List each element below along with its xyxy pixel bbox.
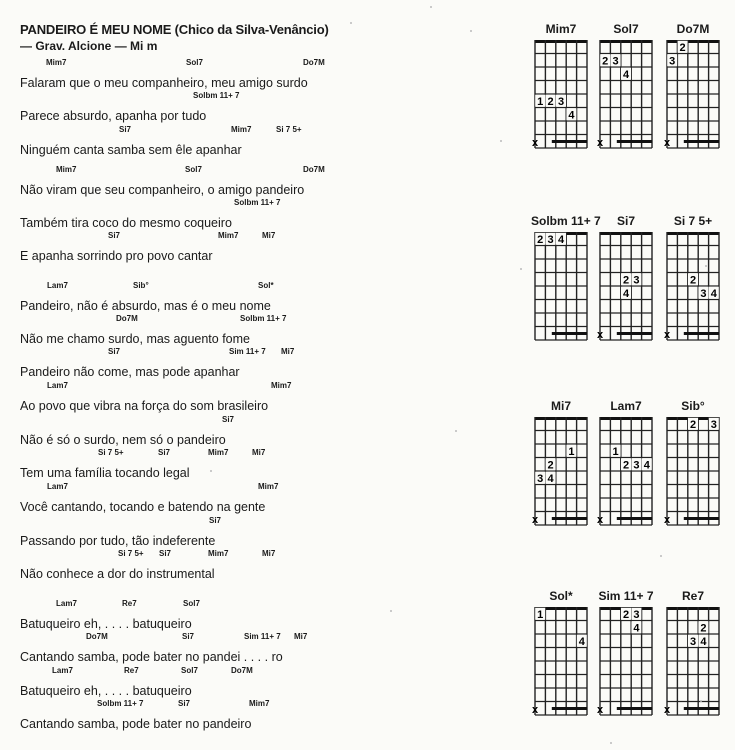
finger-number: 4	[557, 233, 565, 246]
chord-label: Do7M	[303, 165, 325, 174]
chord-diagram	[530, 605, 592, 727]
chord-diagram-label: Lam7	[610, 399, 642, 413]
finger-number: 2	[622, 459, 630, 472]
speckle	[500, 140, 502, 142]
chord-label: Si7	[222, 415, 235, 424]
diagram-barre	[552, 707, 587, 710]
chord-diagram-label: Re7	[681, 589, 704, 603]
mute-mark: x	[596, 137, 604, 149]
chord-label: Do7M	[303, 58, 325, 67]
chord-label: Sol*	[258, 281, 274, 290]
chord-label: Si7	[119, 125, 132, 134]
chord-diagram-label: Si 7 5+	[673, 214, 713, 228]
chord-label: Sol7	[186, 58, 203, 67]
lyric-text: Não conhece a dor do instrumental	[20, 567, 215, 581]
finger-number: 2	[622, 274, 630, 287]
finger-number: 4	[633, 622, 640, 635]
chord-label: Mim7	[46, 58, 67, 67]
chord-diagram	[662, 415, 724, 537]
chord-diagram-label: Solbm 11+ 7	[531, 214, 601, 228]
chord-label: Mi7	[281, 347, 295, 356]
song-subtitle: — Grav. Alcione — Mi m	[20, 39, 158, 53]
chord-diagram	[662, 605, 724, 727]
song-title: PANDEIRO É MEU NOME (Chico da Silva-Venâncio)	[20, 22, 329, 37]
finger-number: 4	[643, 459, 650, 472]
song-header	[20, 22, 329, 53]
finger-number: 3	[633, 459, 640, 472]
speckle	[390, 610, 392, 612]
chord-label: Si7	[108, 231, 121, 240]
finger-number: 2	[547, 459, 554, 472]
lyric-line	[20, 125, 520, 165]
finger-number: 2	[689, 274, 697, 287]
speckle	[350, 22, 352, 24]
speckle	[705, 265, 707, 267]
chord-label: Solbm 11+ 7	[234, 198, 281, 207]
lyric-line	[20, 231, 520, 271]
finger-number: 3	[669, 55, 676, 68]
diagram-barre	[684, 140, 719, 143]
lyric-text: E apanha sorrindo pro povo cantar	[20, 249, 213, 263]
mute-mark: x	[663, 137, 671, 149]
finger-number: 2	[622, 608, 630, 621]
chord-diagram	[530, 230, 592, 352]
finger-number: 3	[633, 608, 640, 621]
speckle	[470, 30, 472, 32]
diagram-nut	[667, 607, 719, 610]
speckle	[660, 555, 662, 557]
chord-label: Solbm 11+ 7	[193, 91, 240, 100]
lyric-text: Também tira coco do mesmo coqueiro	[20, 216, 232, 230]
chord-label: Si7	[159, 549, 172, 558]
chord-diagram-label: Sim 11+ 7	[598, 589, 654, 603]
lyric-text: Parece absurdo, apanha por tudo	[20, 109, 207, 123]
lyric-text: Cantando samba, pode bater no pandeiro	[20, 717, 252, 731]
lyric-text: Ninguém canta samba sem êle apanhar	[20, 143, 242, 157]
finger-number: 2	[537, 233, 544, 246]
finger-number: 4	[568, 109, 575, 122]
chord-label: Mi7	[262, 231, 276, 240]
diagram-nut	[535, 40, 587, 43]
finger-number: 1	[568, 445, 575, 458]
chord-label: Solbm 11+ 7	[97, 699, 144, 708]
finger-number: 4	[710, 287, 717, 300]
lyric-text: Batuqueiro eh, . . . . batuqueiro	[20, 617, 192, 631]
lyric-text: Tem uma família tocando legal	[20, 466, 190, 480]
chord-label: Si7	[182, 632, 195, 641]
chord-label: Mim7	[208, 448, 229, 457]
chord-label: Mim7	[231, 125, 252, 134]
chord-label: Re7	[122, 599, 137, 608]
mute-mark: x	[596, 514, 604, 526]
chord-label: Sib°	[133, 281, 149, 290]
chord-label: Mim7	[249, 699, 270, 708]
chord-label: Lam7	[47, 482, 68, 491]
finger-number: 3	[700, 287, 707, 300]
lyric-line	[20, 699, 520, 739]
lyric-text: Cantando samba, pode bater no pandei . . . . ro	[20, 650, 283, 664]
chord-label: Mim7	[208, 549, 229, 558]
chord-label: Mim7	[218, 231, 239, 240]
chord-label: Si7	[209, 516, 222, 525]
diagram-nut	[535, 417, 587, 420]
finger-number: 1	[612, 445, 619, 458]
speckle	[455, 430, 457, 432]
chord-diagram	[530, 38, 592, 160]
chord-diagram	[595, 38, 657, 160]
finger-number: 3	[633, 274, 640, 287]
chord-label: Sol7	[181, 666, 198, 675]
mute-mark: x	[531, 137, 539, 149]
chord-label: Si 7 5+	[276, 125, 302, 134]
chord-label: Mi7	[252, 448, 266, 457]
speckle	[210, 470, 212, 472]
chord-diagram	[595, 230, 657, 352]
mute-mark: x	[663, 329, 671, 341]
finger-number: 3	[557, 95, 565, 108]
mute-mark: x	[596, 704, 604, 716]
chord-label: Sol7	[185, 165, 202, 174]
chord-diagram-label: Mi7	[550, 399, 571, 413]
chord-label: Do7M	[86, 632, 108, 641]
chord-diagram-label: Si7	[616, 214, 635, 228]
chord-label: Mim7	[271, 381, 292, 390]
diagram-barre	[684, 517, 719, 520]
chord-diagram-label: Sib°	[681, 399, 705, 413]
finger-number: 3	[537, 472, 544, 485]
finger-number: 4	[622, 287, 630, 300]
diagram-nut	[600, 417, 652, 420]
mute-mark: x	[531, 514, 539, 526]
lyric-text: Ao povo que vibra na força do som brasileiro	[20, 399, 269, 413]
mute-mark: x	[663, 704, 671, 716]
chord-diagram	[530, 415, 592, 537]
chord-label: Sim 11+ 7	[229, 347, 266, 356]
speckle	[610, 742, 612, 744]
lyric-text: Falaram que o meu companheiro, meu amigo surdo	[20, 76, 308, 90]
lyric-text: Pandeiro não come, mas pode apanhar	[20, 365, 240, 379]
chord-diagram	[662, 230, 724, 352]
chord-label: Mim7	[56, 165, 77, 174]
finger-number: 2	[547, 95, 554, 108]
finger-number: 2	[602, 55, 609, 68]
chord-label: Si7	[158, 448, 171, 457]
lyric-text: Passando por tudo, tão indeferente	[20, 534, 216, 548]
chord-label: Re7	[124, 666, 139, 675]
chord-label: Si7	[178, 699, 191, 708]
diagram-barre	[617, 140, 652, 143]
diagram-nut	[667, 232, 719, 235]
chord-diagram-label: Mim7	[545, 22, 577, 36]
chord-diagram	[595, 415, 657, 537]
chord-label: Mi7	[262, 549, 276, 558]
lyric-text: Batuqueiro eh, . . . . batuqueiro	[20, 684, 192, 698]
diagram-barre	[552, 332, 587, 335]
chord-label: Si 7 5+	[118, 549, 144, 558]
chord-diagram-label: Sol7	[613, 22, 639, 36]
lyric-line	[20, 549, 520, 589]
diagram-nut	[600, 40, 652, 43]
diagram-barre	[684, 707, 719, 710]
diagram-barre	[552, 140, 587, 143]
chord-label: Mi7	[294, 632, 308, 641]
chord-label: Lam7	[47, 381, 68, 390]
lyric-text: Não viram que seu companheiro, o amigo pandeiro	[20, 183, 305, 197]
finger-number: 3	[547, 233, 554, 246]
chord-label: Si7	[108, 347, 121, 356]
finger-number: 2	[700, 622, 707, 635]
speckle	[430, 6, 432, 8]
diagram-nut	[667, 40, 719, 43]
finger-number: 3	[710, 418, 717, 431]
diagram-barre	[617, 707, 652, 710]
mute-mark: x	[531, 704, 539, 716]
chord-diagram-label: Do7M	[676, 22, 710, 36]
lyric-text: Não é só o surdo, nem só o pandeiro	[20, 433, 226, 447]
chord-label: Solbm 11+ 7	[240, 314, 287, 323]
mute-mark: x	[663, 514, 671, 526]
finger-number: 4	[700, 635, 707, 648]
diagram-nut	[600, 232, 652, 235]
chord-diagram-label: Sol*	[549, 589, 573, 603]
chord-label: Sim 11+ 7	[244, 632, 281, 641]
finger-number: 2	[679, 41, 686, 54]
diagram-barre	[617, 517, 652, 520]
chord-label: Si 7 5+	[98, 448, 124, 457]
finger-number: 1	[537, 95, 544, 108]
chord-label: Do7M	[116, 314, 138, 323]
lyric-text: Não me chamo surdo, mas aguento fome	[20, 332, 250, 346]
chord-label: Do7M	[231, 666, 253, 675]
chord-label: Lam7	[52, 666, 73, 675]
chord-diagram	[595, 605, 657, 727]
chord-label: Sol7	[183, 599, 200, 608]
lyric-text: Você cantando, tocando e batendo na gente	[20, 500, 266, 514]
speckle	[520, 268, 522, 270]
finger-number: 3	[612, 55, 619, 68]
finger-number: 4	[547, 472, 554, 485]
lyric-text: Pandeiro, não é absurdo, mas é o meu nome	[20, 299, 271, 313]
chord-label: Lam7	[56, 599, 77, 608]
finger-number: 4	[622, 68, 630, 81]
finger-number: 2	[689, 418, 697, 431]
diagram-barre	[552, 517, 587, 520]
finger-number: 1	[537, 608, 544, 621]
diagram-barre	[684, 332, 719, 335]
chord-label: Mim7	[258, 482, 279, 491]
chord-label: Lam7	[47, 281, 68, 290]
speckle	[700, 700, 702, 702]
finger-number: 3	[689, 635, 697, 648]
mute-mark: x	[596, 329, 604, 341]
diagram-barre	[617, 332, 652, 335]
chord-diagram	[662, 38, 724, 160]
finger-number: 4	[578, 635, 585, 648]
